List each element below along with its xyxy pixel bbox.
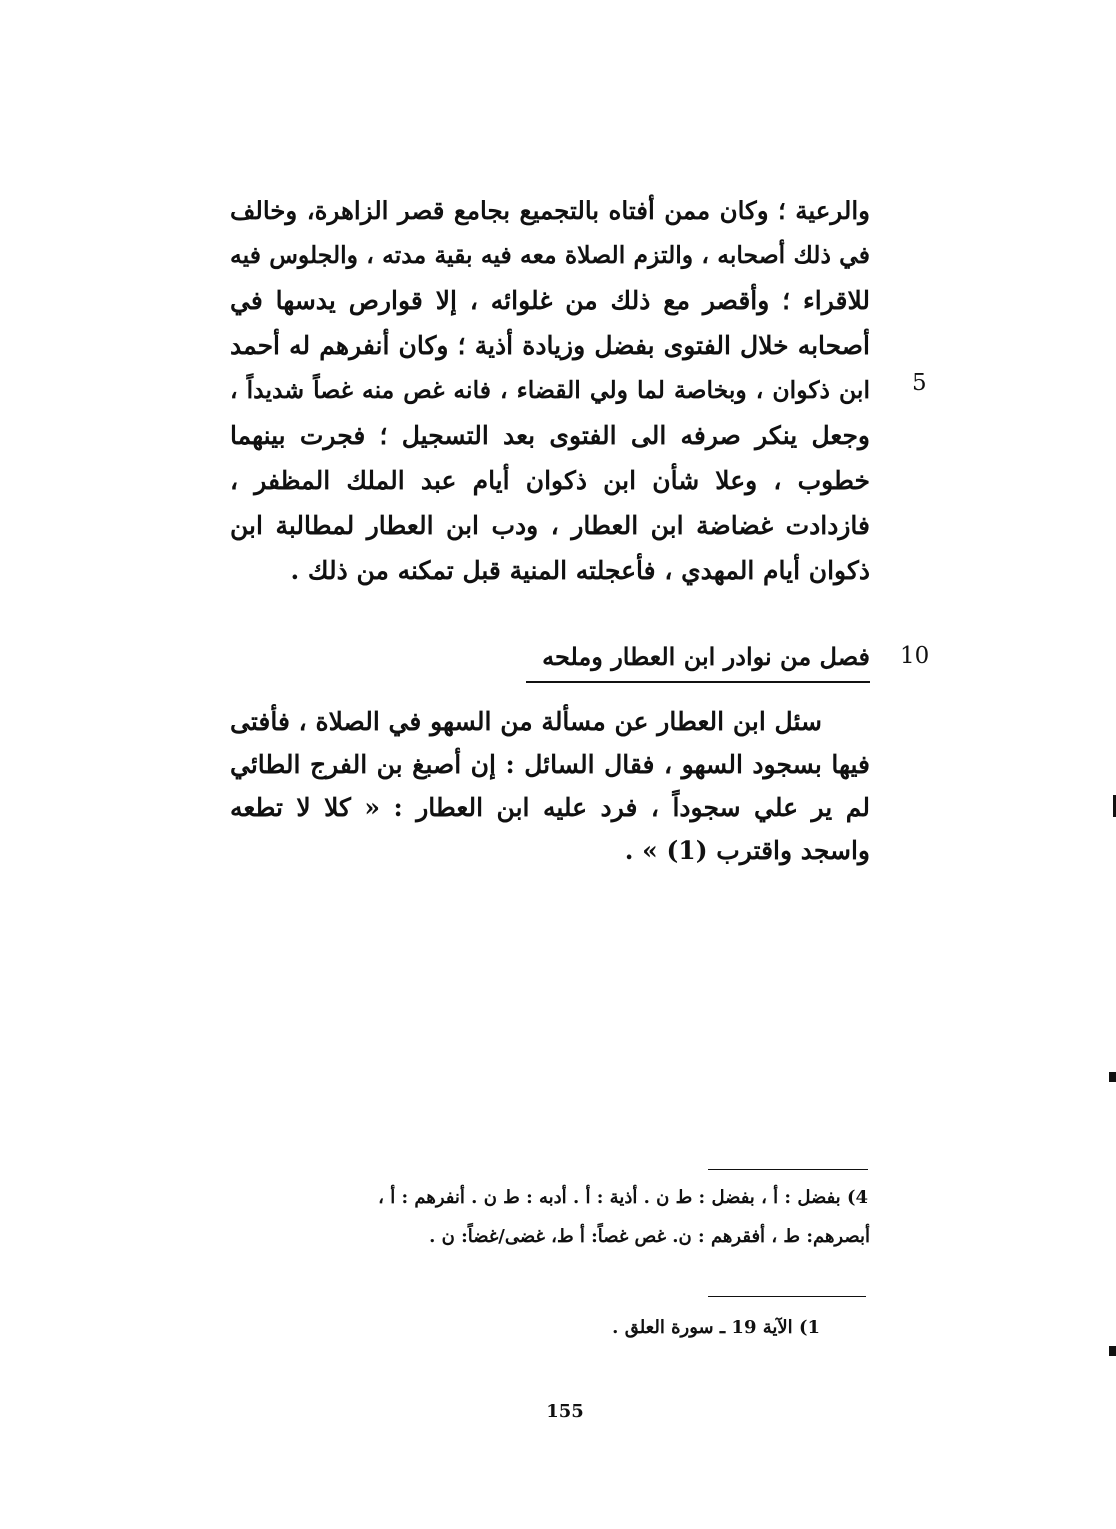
footnote-1: 1) الآية 19 ـ سورة العلق . — [612, 1317, 820, 1338]
text-line: ابن ذكوان ، وبخاصة لما ولي القضاء ، فانه غص منه غصاً شديداً ، — [230, 376, 870, 404]
text-line: واسجد واقترب (1) » . — [624, 836, 870, 865]
footnote-variants-line2: أبصرهم: ط ، أفقرهم : ن. غص غصاً: أ ط، غضى/غضاً: ن . — [429, 1226, 870, 1247]
heading-underline — [526, 681, 870, 683]
footnote-rule — [708, 1296, 866, 1297]
line-number-5: 5 — [912, 370, 927, 396]
text-line: فيها بسجود السهو ، فقال السائل : إن أصبغ بن الفرج الطائي — [230, 750, 870, 779]
text-line: أصحابه خلال الفتوى بفضل وزيادة أذية ؛ وكان أنفرهم له أحمد — [230, 331, 870, 360]
text-line: ذكوان أيام المهدي ، فأعجلته المنية قبل تمكنه من ذلك . — [290, 556, 870, 585]
text-line: خطوب ، وعلا شأن ابن ذكوان أيام عبد الملك المظفر ، — [230, 466, 870, 495]
text-line: سئل ابن العطار عن مسألة من السهو في الصلاة ، فأفتى — [230, 707, 822, 736]
text-line: والرعية ؛ وكان ممن أفتاه بالتجميع بجامع قصر الزاهرة، وخالف — [230, 196, 870, 225]
page-number: 155 — [546, 1401, 584, 1422]
scan-edge-mark — [1109, 1346, 1116, 1356]
scan-edge-mark — [1109, 1072, 1116, 1082]
footnote-rule — [708, 1169, 868, 1170]
main-paragraph — [230, 188, 870, 593]
section-heading: فصل من نوادر ابن العطار وملحه — [542, 642, 870, 671]
section-paragraph — [230, 700, 870, 872]
footnote-variants-line1: 4) بفضل : أ ، بفضل : ط ن . أذية : أ . أدبه : ط ن . أنفرهم : أ ، — [378, 1187, 868, 1208]
text-line: لم ير علي سجوداً ، فرد عليه ابن العطار : « كلا لا تطعه — [230, 793, 870, 822]
text-line: في ذلك أصحابه ، والتزم الصلاة معه فيه بقية مدته ، والجلوس فيه — [230, 241, 870, 269]
text-line: وجعل ينكر صرفه الى الفتوى بعد التسجيل ؛ فجرت بينهما — [230, 421, 870, 450]
text-line: للاقراء ؛ وأقصر مع ذلك من غلوائه ، إلا قوارص يدسها في — [230, 286, 870, 315]
text-line: فازدادت غضاضة ابن العطار ، ودب ابن العطار لمطالبة ابن — [230, 511, 870, 540]
line-number-10: 10 — [900, 643, 930, 669]
